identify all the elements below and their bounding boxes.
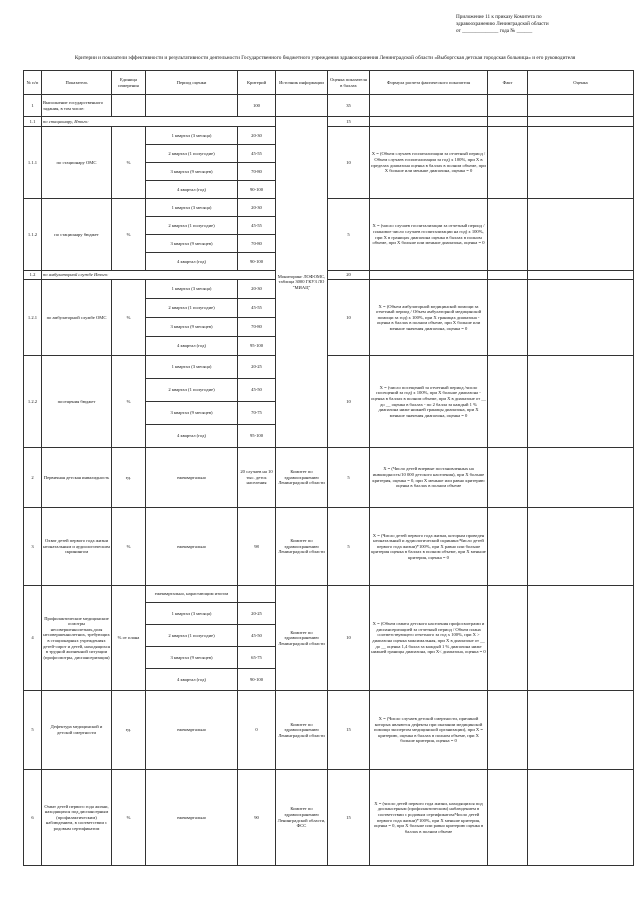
criterion-value: 95-100 xyxy=(238,425,276,448)
criterion-value: 70-80 xyxy=(238,163,276,181)
period-cell: ежеквартально xyxy=(146,448,238,508)
unit-cell: % от плана xyxy=(112,586,146,691)
row-number: 1.2.1 xyxy=(24,280,42,356)
row-number: 1.2.2 xyxy=(24,356,42,448)
period-cell: 4 квартал (год) xyxy=(146,253,238,271)
evaluation-cell xyxy=(528,508,634,586)
indicator-name: по амбулаторной службе ОМС xyxy=(42,280,112,356)
fact-cell xyxy=(488,199,528,271)
score-value: 35 xyxy=(328,95,370,117)
fact-cell xyxy=(488,356,528,448)
period-cell: 2 квартал (1 полугодие) xyxy=(146,145,238,163)
evaluation-cell xyxy=(528,448,634,508)
table-row xyxy=(24,271,634,280)
col-header: Формула расчета фактического показателя xyxy=(370,71,488,95)
period-cell: ежеквартально xyxy=(146,691,238,770)
indicator-name: Профилактические медицинские осмотры несовершеннолетних,доля несовершеннолетних, требующих в стационарных учреждениях детей-сирот и детей, находящихся в трудной жизненной ситуации (профосмотры, диспансеризация) xyxy=(42,586,112,691)
period-cell: 3 квартал (9 месяцев) xyxy=(146,318,238,337)
criterion-value: 90-100 xyxy=(238,181,276,199)
formula-cell xyxy=(370,95,488,117)
table-row xyxy=(24,508,634,586)
criterion-value: 70-75 xyxy=(238,402,276,425)
fact-cell xyxy=(488,691,528,770)
source-cell: Мониторинг ЛОФОМС, таблица 3000 ГКУЗ ЛО "МИАЦ" xyxy=(276,117,328,448)
period-cell: 4 квартал (год) xyxy=(146,181,238,199)
period-cell: 3 квартал (9 месяцев) xyxy=(146,163,238,181)
unit-cell xyxy=(112,95,146,117)
formula-cell: Х = (Объем амбулаторной медицинской помощи за отчетный период / Объем амбулаторной медицинской помощи за год) х 100%, при Х границах диапазона - оценка в баллах в полном объеме, при Х больше или меньше значения диапазона, оценка = 0 xyxy=(370,280,488,356)
score-value: 20 xyxy=(328,271,370,280)
row-number: 1 xyxy=(24,95,42,117)
indicator-name: по амбулаторной службе Итого: xyxy=(42,271,276,280)
row-number: 1.1 xyxy=(24,117,42,127)
col-header: Критерий xyxy=(238,71,276,95)
fact-cell xyxy=(488,95,528,117)
criterion-value: 45-50 xyxy=(238,625,276,647)
fact-cell xyxy=(488,280,528,356)
evaluation-cell xyxy=(528,280,634,356)
col-header: Оценка показателя в баллах xyxy=(328,71,370,95)
score-value: 10 xyxy=(328,280,370,356)
period-cell: 2 квартал (1 полугодие) xyxy=(146,625,238,647)
table-row xyxy=(24,586,634,603)
criterion-value: 90 xyxy=(238,770,276,866)
fact-cell xyxy=(488,508,528,586)
indicator-name: по стационару бюджет xyxy=(42,199,112,271)
fact-cell xyxy=(488,448,528,508)
indicator-name: Первичная детская инвалидность xyxy=(42,448,112,508)
table-row xyxy=(24,199,634,217)
document-title: Критерии и показатели эффективности и результативности деятельности Государственного бюджетного учреждения здравоохранения Ленинградской области «Выборгская детская городская больница» и его руководителя xyxy=(74,55,576,61)
period-cell: 3 квартал (9 месяцев) xyxy=(146,235,238,253)
period-cell: 1 квартал (3 месяца) xyxy=(146,603,238,625)
score-value: 15 xyxy=(328,770,370,866)
source-cell: Комитет по здравоохранению Ленинградской области xyxy=(276,691,328,770)
indicator-name: Охват детей первого года жизни, находящихся под диспансерным (профилактическим) наблюдением, в соответствии с родовым сертификатом xyxy=(42,770,112,866)
source-cell xyxy=(276,95,328,117)
evaluation-cell xyxy=(528,95,634,117)
criterion-value: 20-25 xyxy=(238,603,276,625)
score-value: 10 xyxy=(328,356,370,448)
source-cell: Комитет по здравоохранению Ленинградской области xyxy=(276,448,328,508)
criterion-value: 70-80 xyxy=(238,318,276,337)
source-cell: Комитет по здравоохранению Ленинградской области, ФСС xyxy=(276,770,328,866)
evaluation-cell xyxy=(528,271,634,280)
unit-cell: % xyxy=(112,199,146,271)
criterion-value: 90-100 xyxy=(238,253,276,271)
fact-cell xyxy=(488,271,528,280)
fact-cell xyxy=(488,586,528,691)
criterion-value: 90-100 xyxy=(238,669,276,691)
header-line-3: от ______________ года № ______ xyxy=(456,28,533,34)
col-header: Оценка xyxy=(528,71,634,95)
table-row xyxy=(24,770,634,866)
criterion-value: 95-100 xyxy=(238,337,276,356)
table-row xyxy=(24,95,634,117)
criterion-value: 20-30 xyxy=(238,199,276,217)
source-cell: Комитет по здравоохранению Ленинградской области xyxy=(276,508,328,586)
evaluation-cell xyxy=(528,199,634,271)
evaluation-cell xyxy=(528,770,634,866)
header-line-2: здравоохранению Ленинградской области xyxy=(456,21,549,27)
formula-cell xyxy=(370,117,488,127)
formula-cell: Х = (Объем случаев госпитализации за отчетный период / Объем случаев госпитализации за год) х 100%, при Х в пределах диапазона оценка в баллах в полном объеме, при Х больше или меньше диапазона, оценка = 0 xyxy=(370,127,488,199)
row-number: 1.2 xyxy=(24,271,42,280)
score-value: 15 xyxy=(328,691,370,770)
period-cell: ежеквартально xyxy=(146,770,238,866)
table-header-row xyxy=(24,71,634,95)
score-value: 5 xyxy=(328,199,370,271)
criterion-value: 98 xyxy=(238,508,276,586)
fact-cell xyxy=(488,117,528,127)
unit-cell: ед. xyxy=(112,691,146,770)
fact-cell xyxy=(488,127,528,199)
formula-cell: Х = (Объем охвата детского населения профосмотрами и диспансеризацией за отчетный период / Объем плана соответствующего отчетного за год х 100%, при Х > диапазона оценка максимальная, при Х в диапазоне от __ до __ оценка 1,4 балла за каждый 1 % диапазона ниже нижней границы диапазона, при Х< диапазона, оценка = 0 xyxy=(370,586,488,691)
formula-cell: Х = (число детей первого года жизни, находящихся под диспансерным (профилактическим) наблюдением в соответствии с родовым сертификатом/Число детей первого года жизни)*100%, при Х меньше критерия, оценка = 0, при Х больше или равно критерию оценка в баллах в полном объеме xyxy=(370,770,488,866)
criterion-value: 45-50 xyxy=(238,379,276,402)
score-value: 5 xyxy=(328,448,370,508)
table-row xyxy=(24,127,634,145)
period-cell: 1 квартал (3 месяца) xyxy=(146,280,238,299)
criterion-value: 65-75 xyxy=(238,647,276,669)
indicator-name: посещения бюджет xyxy=(42,356,112,448)
source-cell: Комитет по здравоохранению Ленинградской области xyxy=(276,586,328,691)
period-cell: 2 квартал (1 полугодие) xyxy=(146,379,238,402)
period-cell: 1 квартал (3 месяца) xyxy=(146,356,238,379)
period-cell: 4 квартал (год) xyxy=(146,669,238,691)
criterion-value: 45-55 xyxy=(238,217,276,235)
evaluation-cell xyxy=(528,356,634,448)
criterion-value xyxy=(238,586,276,603)
col-header: Период оценки xyxy=(146,71,238,95)
formula-cell xyxy=(370,271,488,280)
criterion-value: 20-30 xyxy=(238,280,276,299)
criterion-value: 45-55 xyxy=(238,145,276,163)
fact-cell xyxy=(488,770,528,866)
row-number: 1.1.1 xyxy=(24,127,42,199)
period-cell: 3 квартал (9 месяцев) xyxy=(146,647,238,669)
score-value: 10 xyxy=(328,127,370,199)
evaluation-cell xyxy=(528,586,634,691)
criterion-value: 100 xyxy=(238,95,276,117)
col-header: Факт xyxy=(488,71,528,95)
period-cell: 1 квартал (3 месяца) xyxy=(146,199,238,217)
score-value: 10 xyxy=(328,586,370,691)
indicator-name: Охват детей первого года жизни неонатальным и аудиологическим скринингом xyxy=(42,508,112,586)
criterion-value: 20-30 xyxy=(238,127,276,145)
formula-cell: Х = (Число случаев детской смертности, причиной которых являются дефекты при оказании медицинской помощи экспертом медицинской организации), при Х = критерию, оценка в баллах в полном объеме, при Х больше критерия, оценка = 0 xyxy=(370,691,488,770)
row-number: 6 xyxy=(24,770,42,866)
score-value: 5 xyxy=(328,508,370,586)
table-row xyxy=(24,691,634,770)
table-row xyxy=(24,356,634,379)
col-header: Источник информации xyxy=(276,71,328,95)
indicator-name: по стационару, Итого: xyxy=(42,117,276,127)
table-row xyxy=(24,448,634,508)
criteria-table xyxy=(23,70,634,866)
unit-cell: % xyxy=(112,508,146,586)
row-number: 4 xyxy=(24,586,42,691)
indicator-name: Дефектура медицинской и детской смертности xyxy=(42,691,112,770)
unit-cell: % xyxy=(112,280,146,356)
formula-cell: Х = (число посещений за отчетный период /число посещений за год) х 100%, при Х больше диапазона - оценка в баллах в полном объеме, при Х в диапазоне от __ до __ оценка в баллах - по 2 балла за каждый 1 % диапазона ниже нижней границы диапазона, при Х меньше значения диапазона, оценка = 0 xyxy=(370,356,488,448)
formula-cell: Х = (число случаев госпитализации за отчетный период / плановое число случаев госпитализации на год) х 100%, при Х в границах диапазона оценка в баллах в полном объеме, при Х больше или меньше диапазона, оценка = 0 xyxy=(370,199,488,271)
row-number: 3 xyxy=(24,508,42,586)
header-line-1: Приложение 11 к приказу Комитета по xyxy=(456,14,542,20)
criterion-value: 20-25 xyxy=(238,356,276,379)
unit-cell: ед. xyxy=(112,448,146,508)
period-cell: ежеквартально xyxy=(146,508,238,586)
period-cell: 4 квартал (год) xyxy=(146,337,238,356)
criterion-value: 45-55 xyxy=(238,299,276,318)
indicator-name: Выполнение государственного задания, в том числе: xyxy=(42,95,112,117)
formula-cell: Х = (Число детей впервые постановленных на инвалидность/10 000 детского населения), при Х больше критерия, оценка = 0, при Х меньше или равно критерию оценка в баллах в полном объеме xyxy=(370,448,488,508)
period-cell: 3 квартал (9 месяцев) xyxy=(146,402,238,425)
unit-cell: % xyxy=(112,770,146,866)
period-cell: 2 квартал (1 полугодие) xyxy=(146,217,238,235)
criterion-value: 70-80 xyxy=(238,235,276,253)
evaluation-cell xyxy=(528,127,634,199)
criterion-value: 0 xyxy=(238,691,276,770)
table-row xyxy=(24,280,634,299)
col-header: № п/п xyxy=(24,71,42,95)
col-header: Показатель xyxy=(42,71,112,95)
period-cell: ежеквартально, нарастающим итогом xyxy=(146,586,238,603)
evaluation-cell xyxy=(528,691,634,770)
score-value: 15 xyxy=(328,117,370,127)
period-cell: 2 квартал (1 полугодие) xyxy=(146,299,238,318)
unit-cell: % xyxy=(112,356,146,448)
row-number: 5 xyxy=(24,691,42,770)
approval-header xyxy=(456,14,626,35)
table-row xyxy=(24,117,634,127)
criterion-value: 20 случаев на 10 тыс. детск населения xyxy=(238,448,276,508)
col-header: Единица измерения xyxy=(112,71,146,95)
row-number: 2 xyxy=(24,448,42,508)
row-number: 1.1.2 xyxy=(24,199,42,271)
period-cell: 1 квартал (3 месяца) xyxy=(146,127,238,145)
period-cell: 4 квартал (год) xyxy=(146,425,238,448)
unit-cell: % xyxy=(112,127,146,199)
evaluation-cell xyxy=(528,117,634,127)
formula-cell: Х = (Число детей первого года жизни, которым проведен неонатальный и аудиологический скрининг/Число детей первого года жизни)*100%, при Х равно или больше критерия оценка в баллах в полном объеме, при Х меньше критерия, оценка = 0 xyxy=(370,508,488,586)
period-cell xyxy=(146,95,238,117)
indicator-name: по стационару ОМС xyxy=(42,127,112,199)
